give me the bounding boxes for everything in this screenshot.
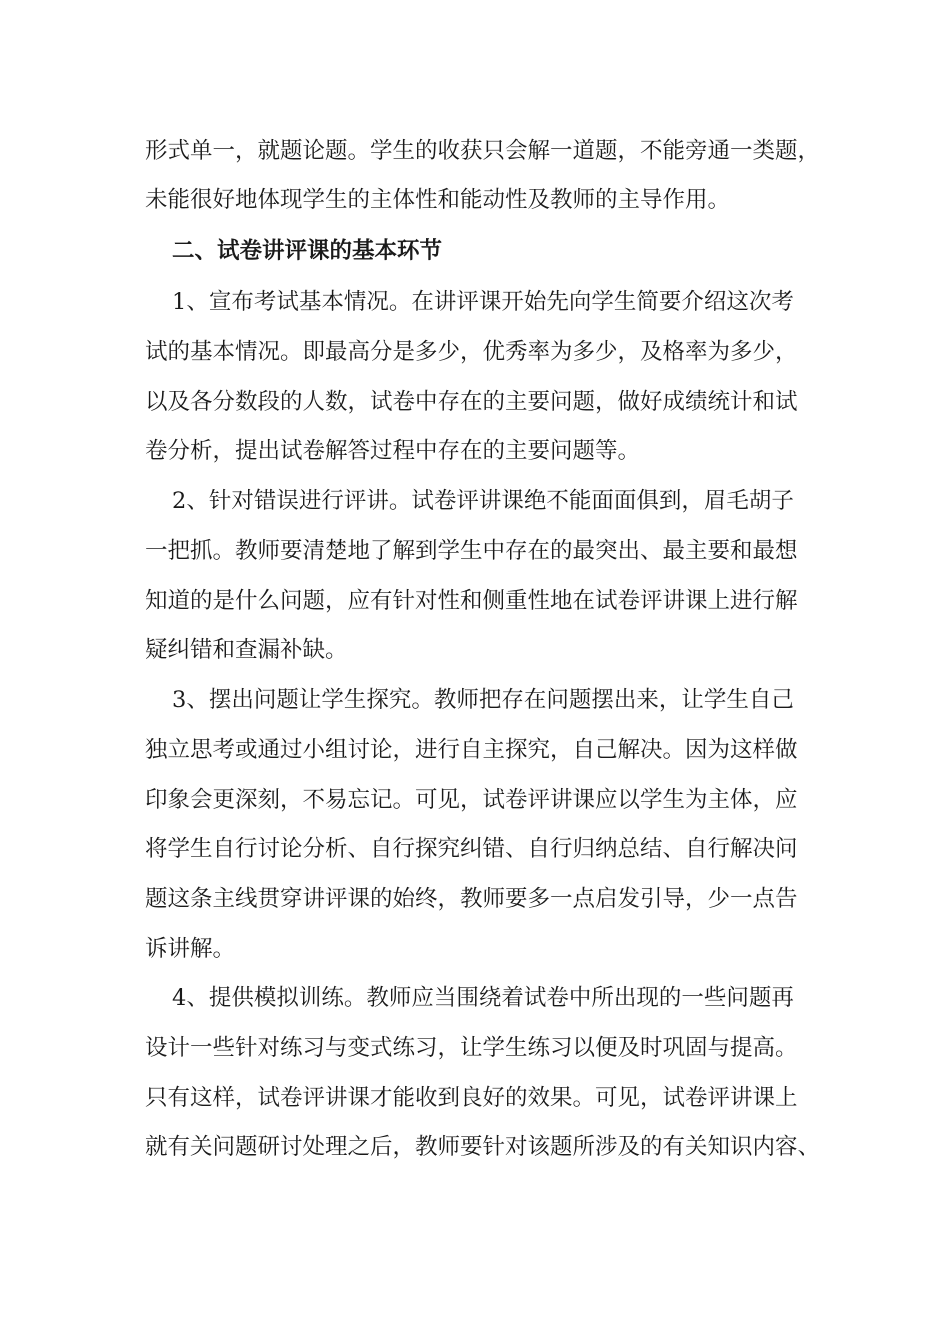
text-line: 知道的是什么问题，应有针对性和侧重性地在试卷评讲课上进行解 [145, 588, 798, 614]
text-line: 试的基本情况。即最高分是多少，优秀率为多少，及格率为多少， [145, 339, 798, 365]
text-line: 只有这样，试卷评讲课才能收到良好的效果。可见，试卷评讲课上 [145, 1085, 798, 1111]
text-line: 4、提供模拟训练。教师应当围绕着试卷中所出现的一些问题再 [172, 985, 794, 1011]
text-line: 就有关问题研讨处理之后，教师要针对该题所涉及的有关知识内容、 [145, 1134, 821, 1160]
text-line: 形式单一，就题论题。学生的收获只会解一道题，不能旁通一类题， [145, 138, 821, 164]
text-line: 一把抓。教师要清楚地了解到学生中存在的最突出、最主要和最想 [145, 538, 798, 564]
text-line: 3、摆出问题让学生探究。教师把存在问题摆出来，让学生自己 [172, 687, 794, 713]
section-heading: 二、试卷讲评课的基本环节 [172, 238, 443, 264]
text-line: 印象会更深刻，不易忘记。可见，试卷评讲课应以学生为主体，应 [145, 787, 798, 813]
text-line: 设计一些针对练习与变式练习，让学生练习以便及时巩固与提高。 [145, 1035, 798, 1061]
text-line: 卷分析，提出试卷解答过程中存在的主要问题等。 [145, 438, 641, 464]
text-line: 2、针对错误进行评讲。试卷评讲课绝不能面面俱到，眉毛胡子 [172, 488, 794, 514]
text-line: 疑纠错和查漏补缺。 [145, 637, 348, 663]
text-line: 未能很好地体现学生的主体性和能动性及教师的主导作用。 [145, 187, 731, 213]
text-line: 以及各分数段的人数，试卷中存在的主要问题，做好成绩统计和试 [145, 389, 798, 415]
text-line: 将学生自行讨论分析、自行探究纠错、自行归纳总结、自行解决问 [145, 836, 798, 862]
text-line: 题这条主线贯穿讲评课的始终，教师要多一点启发引导，少一点告 [145, 886, 798, 912]
text-line: 独立思考或通过小组讨论，进行自主探究，自己解决。因为这样做 [145, 737, 798, 763]
text-line: 1、宣布考试基本情况。在讲评课开始先向学生简要介绍这次考 [172, 289, 794, 315]
text-line: 诉讲解。 [145, 936, 236, 962]
